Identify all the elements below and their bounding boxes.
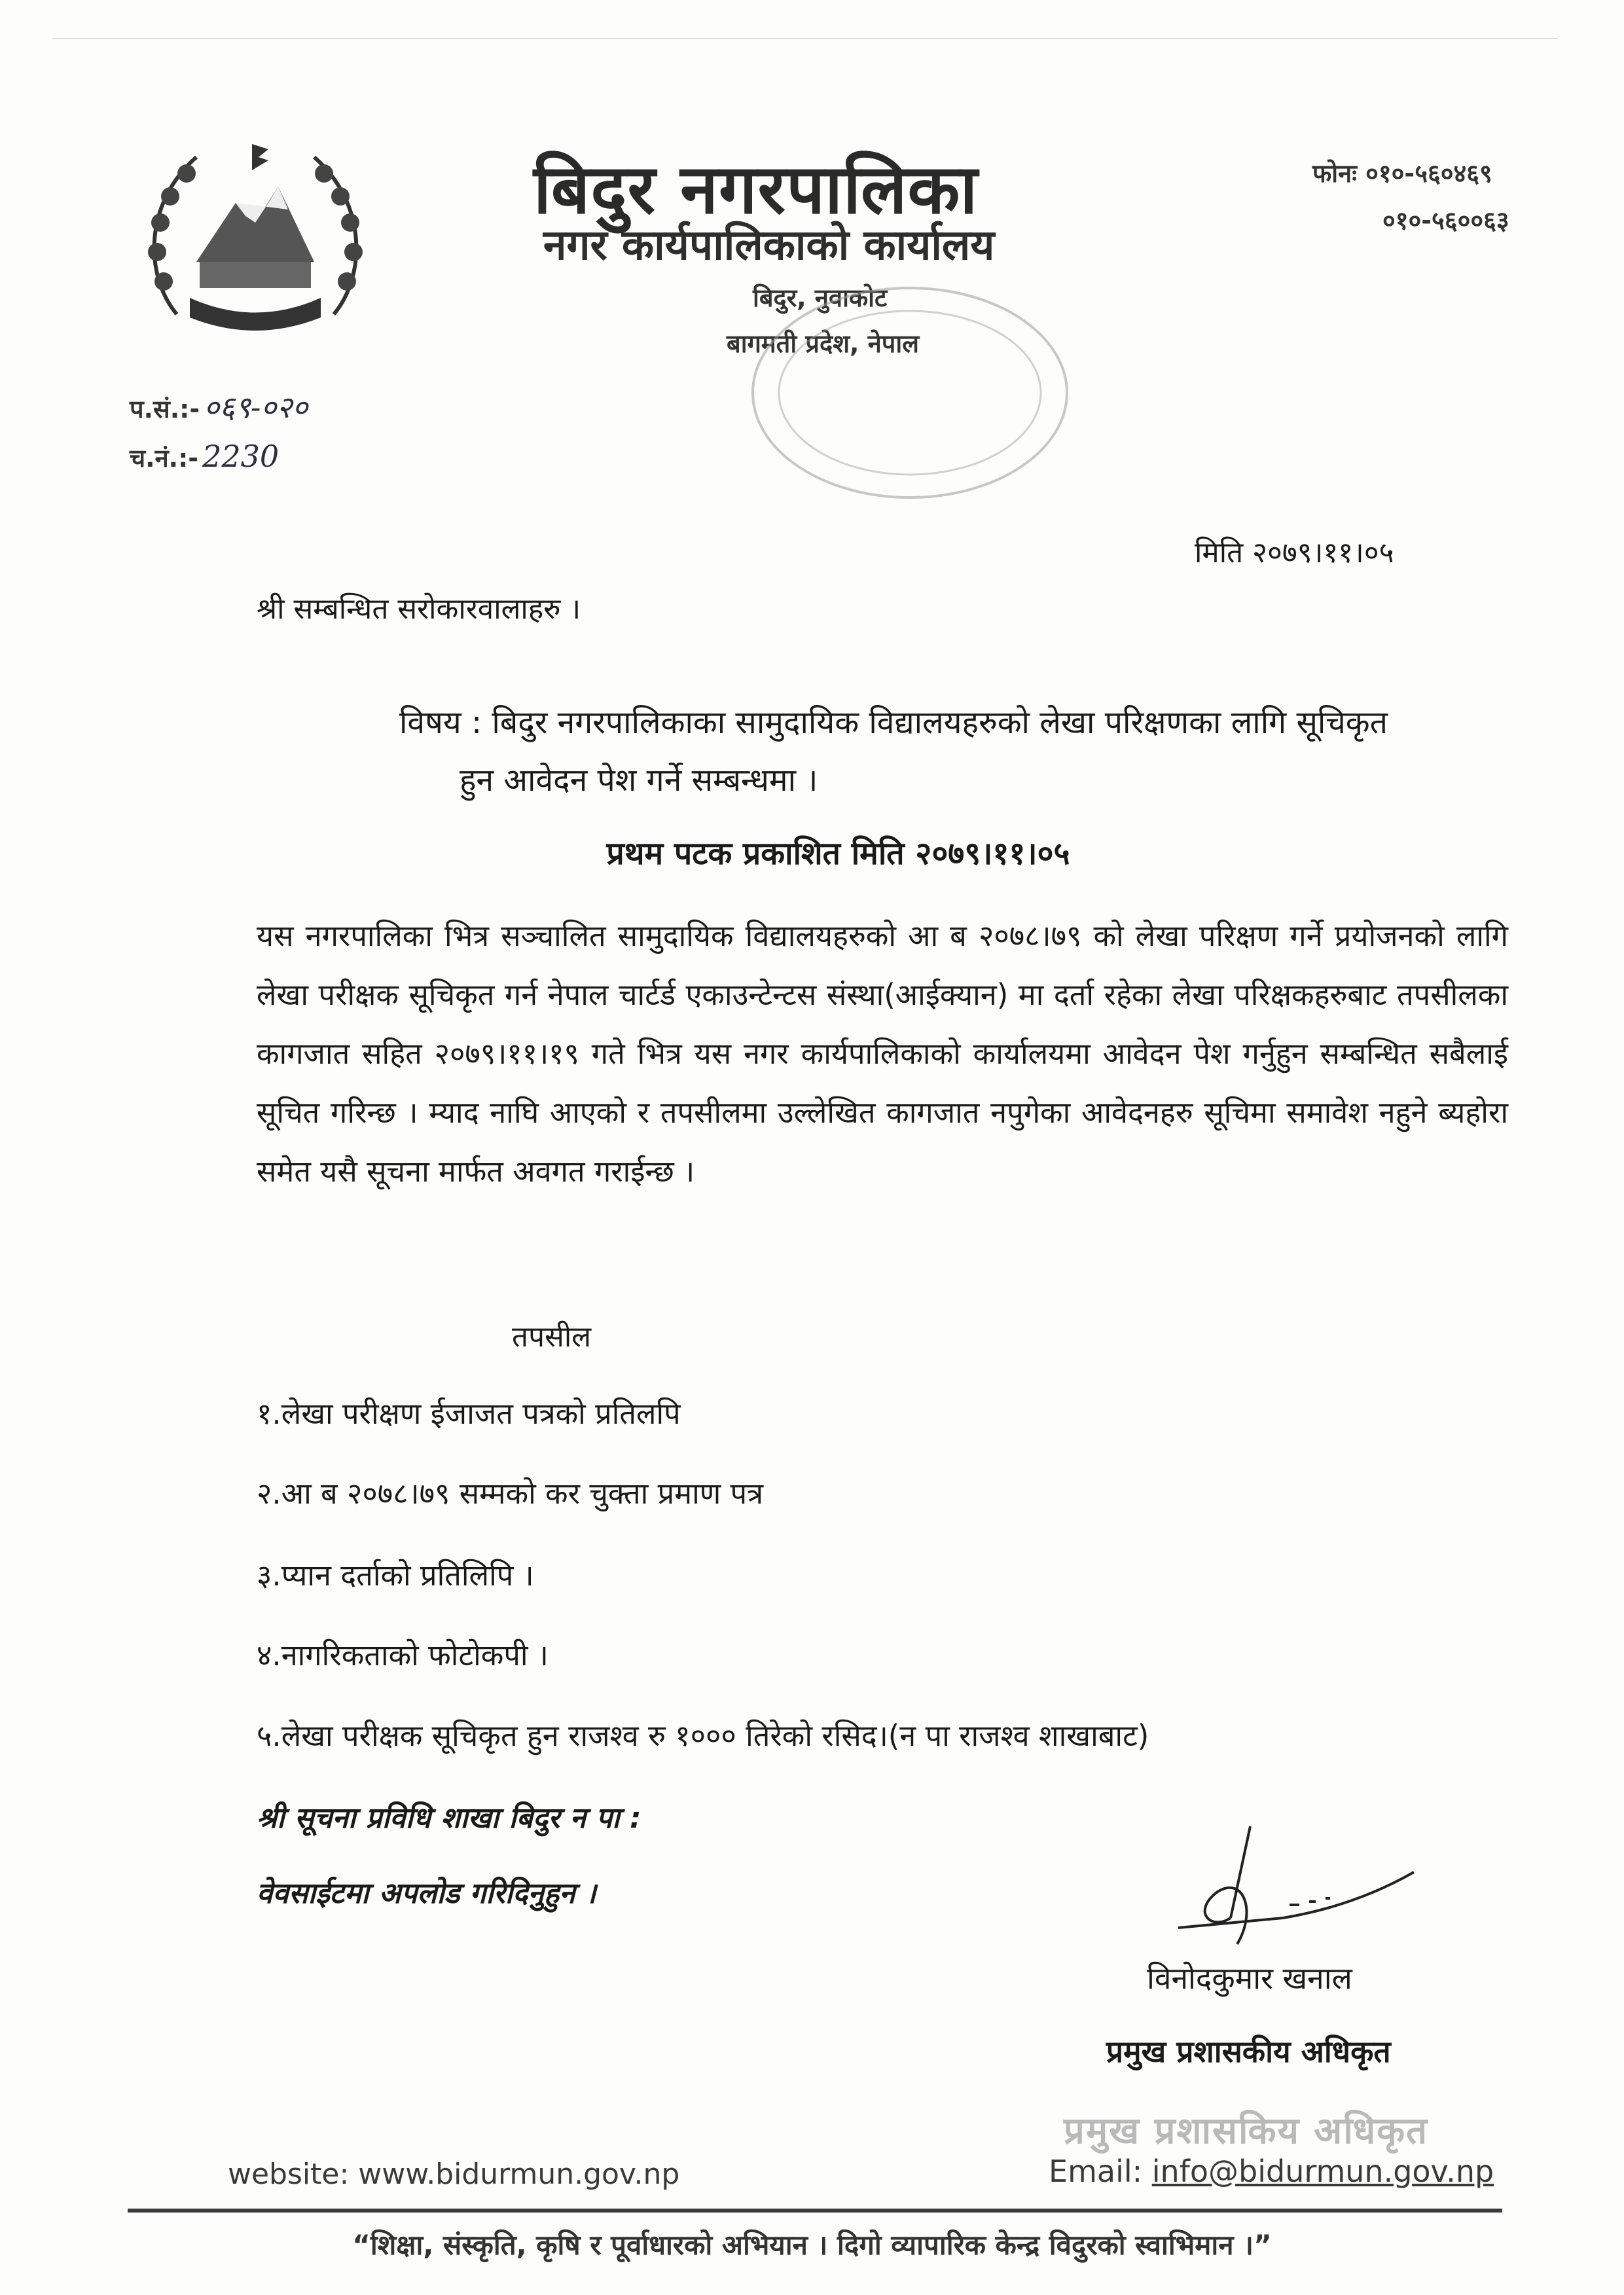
note-line-2: वेवसाईटमा अपलोड गरिदिनुहुन । <box>257 1877 596 1910</box>
phone-value-1: ०१०-५६०४६९ <box>1365 159 1492 188</box>
published-date <box>0 831 1624 874</box>
addressee: श्री सम्बन्धित सरोकारवालाहरु । <box>257 592 581 626</box>
signature <box>1152 1813 1427 1964</box>
reference-number <box>130 386 308 427</box>
address-line-2: बागमती प्रदेश, नेपाल <box>727 329 919 358</box>
list-item: ५.लेखा परीक्षक सूचिकृत हुन राजश्व रु १००० तिरेको रसिद।(न पा राजश्व शाखाबाट) <box>257 1718 1149 1753</box>
signatory-name: विनोदकुमार खनाल <box>1147 1961 1352 1996</box>
office-seal-stamp <box>733 262 1087 511</box>
tapsil-heading: तपसील <box>512 1320 592 1354</box>
list-item: ४.नागरिकताको फोटोकपी । <box>257 1638 549 1672</box>
email-link[interactable]: info@bidurmun.gov.np <box>1151 2154 1494 2189</box>
email-label: Email: <box>1049 2154 1152 2189</box>
subject-line-2: हुन आवेदन पेश गर्ने सम्बन्धमा । <box>460 762 818 799</box>
office-title: बिदुर नगरपालिका <box>533 149 979 229</box>
notice-body: यस नगरपालिका भित्र सञ्चालित सामुदायिक विद्यालयहरुको आ ब २०७८।७९ को लेखा परिक्षण गर्ने प्रयोजनको लागि लेखा परीक्षक सूचिकृत गर्न नेपाल चार्टर्ड एकाउन्टेन्टस संस्था(आईक्यान) मा दर्ता रहेका लेखा परिक्षकहरुबाट तपसीलका कागजात सहित २०७९।११।१९ गते भित्र यस नगर कार्यपालिकाको कार्यालयमा आवेदन पेश गर्नुहुन सम्बन्धित सबैलाई सूचित गरिन्छ । म्याद नाघि आएको र तपसीलमा उल्लेखित कागजात नपुगेका आवेदनहरु सूचिमा समावेश नहुने ब्यहोरा समेत यसै सूचना मार्फत अवगत गराईन्छ । <box>257 918 1508 1189</box>
phone-number-2: ०१०-५६००६३ <box>1382 206 1509 235</box>
list-item: १.लेखा परीक्षण ईजाजत पत्रको प्रतिलपि <box>257 1396 681 1431</box>
website-text: website: www.bidurmun.gov.np <box>228 2158 680 2191</box>
address-line-1: बिदुर, नुवाकोट <box>753 283 888 312</box>
subject-line-1: विषय : बिदुर नगरपालिकाका सामुदायिक विद्यालयहरुको लेखा परिक्षणका लागि सूचिकृत <box>399 704 1388 741</box>
letter-date: मिति २०७९।११।०५ <box>1195 536 1394 569</box>
footer-divider <box>128 2209 1502 2213</box>
phone-number-1 <box>1312 156 1492 190</box>
published-date-text: प्रथम पटक प्रकाशित मिति २०७९।११।०५ <box>606 835 1070 872</box>
designation-stamp: प्रमुख प्रशासकिय अधिकृत <box>1064 2110 1429 2152</box>
signatory-title: प्रमुख प्रशासकीय अधिकृत <box>1106 2034 1391 2069</box>
list-item: ३.प्यान दर्ताको प्रतिलिपि । <box>257 1558 534 1593</box>
phone-label: फोनः <box>1312 159 1357 188</box>
email-text <box>1049 2154 1494 2189</box>
list-item: २.आ ब २०७८।७९ सम्मको कर चुक्ता प्रमाण पत्र <box>257 1476 764 1511</box>
nepal-emblem-icon <box>137 131 373 347</box>
ps-value: ०६९-०२० <box>204 389 308 425</box>
footer-motto: “शिक्षा, संस्कृति, कृषि र पूर्वाधारको अभियान । दिगो व्यापारिक केन्द्र विदुरको स्वाभिमान ।” <box>352 2229 1272 2261</box>
dispatch-number <box>130 439 279 475</box>
subject <box>399 694 1512 809</box>
ps-label: प.सं.:- <box>130 395 200 424</box>
scan-edge-line <box>52 38 1558 39</box>
cn-value: 2230 <box>202 439 280 474</box>
note-line-1: श्री सूचना प्रविधि शाखा बिदुर न पा : <box>257 1801 641 1835</box>
office-subtitle: नगर कार्यपालिकाको कार्यालय <box>543 221 995 270</box>
cn-label: च.नं.:- <box>130 444 199 473</box>
